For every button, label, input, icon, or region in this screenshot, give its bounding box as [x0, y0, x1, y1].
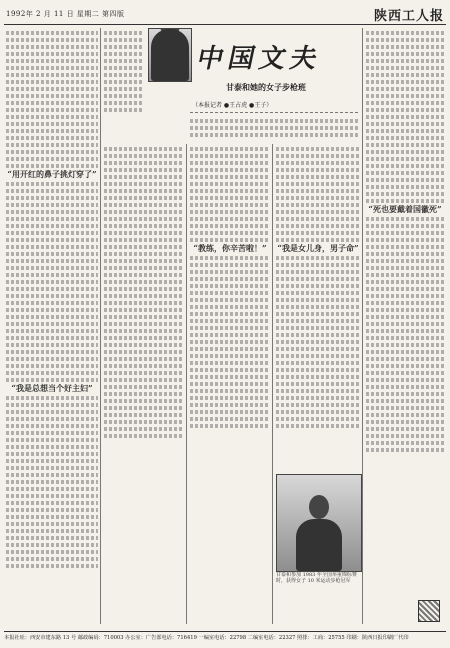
column-separator	[362, 28, 363, 624]
section-heading-left-2: “我是总想当个好主妇”	[11, 383, 93, 393]
section-heading-left-1: “用开红的鼻子挑灯穿了”	[7, 169, 97, 179]
right-column-text	[366, 28, 444, 608]
left-column-text	[6, 28, 98, 608]
masthead: 陕西工人报	[373, 9, 444, 24]
feature-subtitle: 甘泰和她的女子步枪班	[226, 82, 306, 92]
section-heading-right: “死也要戴着国徽死”	[368, 204, 442, 214]
footer: 本报社址：西安市建东路 13 号 邮政编码：710003 办公室：广告部电话：716419 一编室电话：22798 二编室电话：22327 照排：工商：25755 印刷：陕西日报印刷厂代印	[4, 631, 446, 644]
middle-column-text	[104, 144, 184, 604]
qr-code	[418, 600, 440, 622]
column-separator	[272, 144, 273, 624]
column-separator	[186, 144, 187, 624]
person-silhouette	[151, 29, 189, 81]
section-heading-mid-2: “我是女儿身，男子命”	[277, 243, 359, 253]
feature-byline: （本报记者 ●王占虎 ●王子）	[192, 102, 273, 109]
center-column-text	[190, 144, 270, 604]
narrow-column-text	[104, 28, 144, 140]
section-heading-mid-1: “教练，你辛苦啦！”	[193, 243, 267, 253]
shooting-photo	[276, 474, 362, 572]
dotted-divider	[190, 112, 358, 113]
portrait-photo	[148, 28, 192, 82]
issue-date: 1992年 2 月 11 日 星期二 第四版	[6, 10, 125, 18]
person-head	[309, 495, 329, 519]
column-separator	[100, 28, 101, 624]
photo-caption: 甘泰和参加 1983 年全国举重锦标赛时，获得女子 10 米运动步枪冠军	[276, 572, 357, 584]
newspaper-page	[4, 4, 446, 644]
header	[4, 4, 446, 25]
person-silhouette	[296, 519, 342, 571]
lead-paragraph	[190, 116, 358, 140]
feature-title: 中国文夫	[194, 44, 325, 74]
